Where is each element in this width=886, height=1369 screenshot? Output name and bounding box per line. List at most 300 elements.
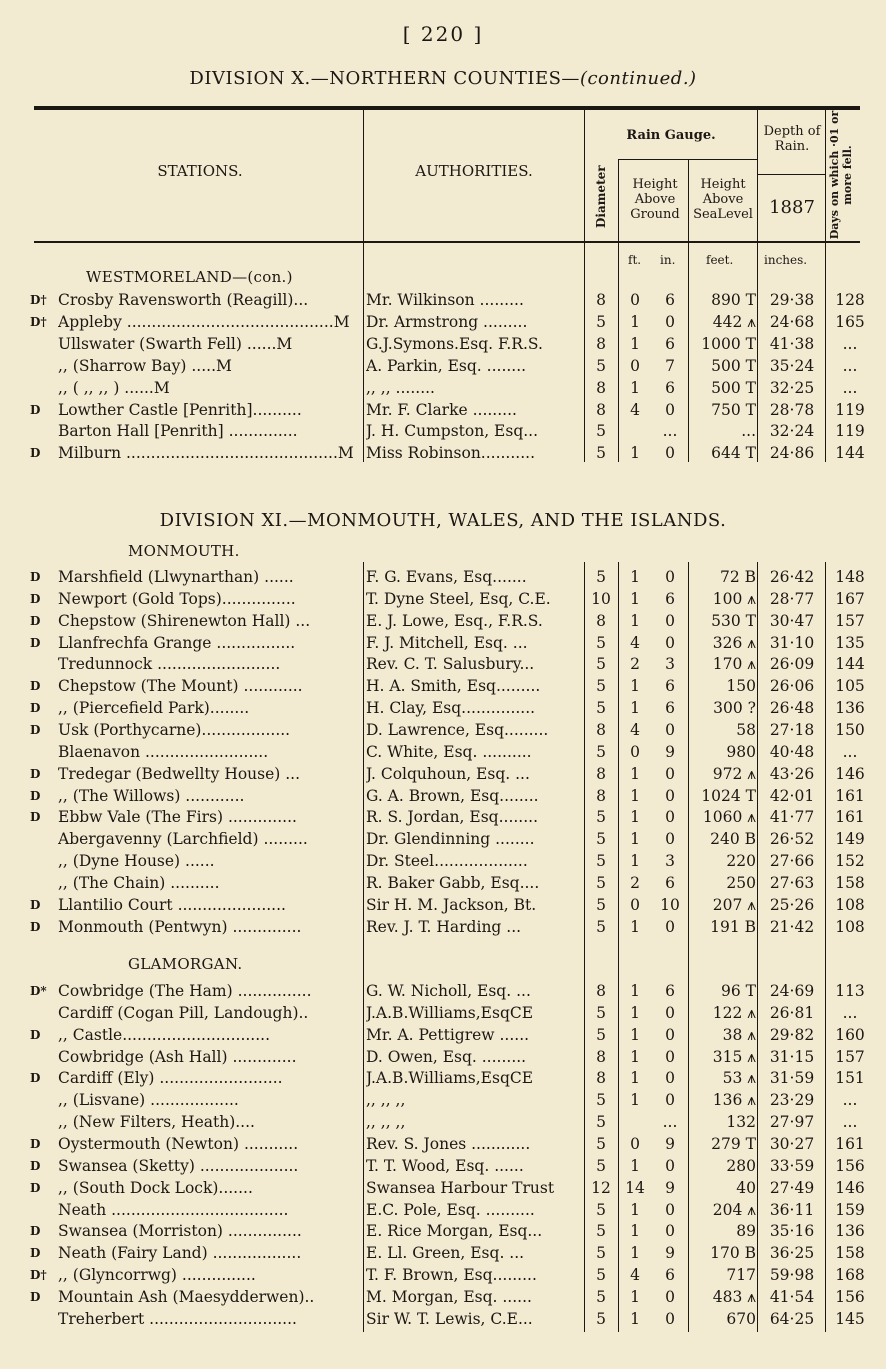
height-ft: 1	[630, 1287, 640, 1306]
height-ft: 1	[630, 568, 640, 586]
table-row	[0, 850, 886, 872]
rain-depth: 26·09	[769, 655, 815, 674]
authority: Sir H. M. Jackson, Bt.	[366, 895, 537, 914]
table-row	[0, 1199, 886, 1221]
station-name: Neath (Fairy Land) ..................	[58, 1244, 302, 1263]
height-sealevel: 750 T	[711, 400, 756, 419]
station-mark: D	[30, 613, 41, 628]
table-row	[0, 763, 886, 785]
height-in: 6	[665, 982, 675, 1000]
station-mark: D	[30, 722, 41, 737]
rain-depth: 59·98	[769, 1266, 815, 1285]
station-mark: D	[30, 591, 41, 606]
height-ft: 1	[630, 852, 640, 871]
rain-depth: 29·82	[769, 1025, 815, 1044]
header-top-rule	[34, 106, 860, 110]
height-ft: 1	[630, 917, 640, 936]
station-mark: D	[30, 1136, 41, 1151]
gauge-diameter: 5	[596, 873, 606, 892]
height-ft: 1	[630, 444, 640, 463]
rain-depth: 35·24	[769, 356, 815, 375]
height-ft: 1	[630, 378, 640, 397]
authority: A. Parkin, Esq. ........	[366, 356, 527, 375]
height-sealevel: 220	[726, 852, 756, 871]
authority: Dr. Steel...................	[366, 852, 528, 871]
rain-days: 119	[835, 400, 865, 419]
table-row	[0, 588, 886, 610]
height-ft: 4	[630, 720, 640, 739]
height-sealevel: 1024 T	[701, 786, 756, 805]
height-ft: 4	[630, 633, 640, 652]
height-in: 0	[665, 1091, 675, 1110]
station-mark: D†	[30, 314, 47, 329]
authority: ,, ,, ,,	[366, 1091, 406, 1110]
height-sealevel: 500 T	[711, 356, 756, 375]
height-sealevel: 150	[726, 677, 756, 696]
height-sealevel: 240 B	[710, 830, 756, 849]
authority: M. Morgan, Esq. ......	[366, 1287, 532, 1306]
height-sealevel-header: Height Above SeaLevel	[693, 177, 753, 222]
gauge-diameter: 8	[596, 1069, 606, 1088]
year-header: 1887	[769, 197, 815, 218]
height-sealevel: 644 T	[711, 444, 756, 463]
rain-days: 135	[835, 633, 865, 652]
height-in: 0	[665, 568, 675, 586]
height-sealevel: 1060 ⩚	[702, 808, 756, 827]
height-in: 0	[665, 720, 675, 739]
height-sealevel: 280	[726, 1156, 756, 1175]
height-sealevel: 717	[726, 1266, 756, 1285]
authority: ,, ,, ........	[366, 378, 435, 397]
table-row	[0, 399, 886, 421]
height-ft: 1	[630, 764, 640, 783]
station-name: Oystermouth (Newton) ...........	[58, 1134, 299, 1153]
station-name: ,, Castle..............................	[58, 1025, 271, 1044]
gauge-diameter: 12	[591, 1178, 611, 1197]
height-in: 0	[665, 400, 675, 419]
rain-depth: 41·38	[769, 334, 815, 353]
station-name: Lowther Castle [Penrith]..........	[58, 400, 302, 419]
station-mark: D	[30, 1246, 41, 1261]
height-in: 0	[665, 786, 675, 805]
station-name: Newport (Gold Tops)...............	[58, 589, 296, 608]
table-row	[0, 1111, 886, 1133]
height-sealevel: 96 T	[721, 982, 756, 1000]
station-name: ,, (Piercefield Park)........	[58, 699, 250, 718]
rain-days: 149	[835, 830, 865, 849]
height-in: 6	[665, 334, 675, 353]
station-mark: D	[30, 897, 41, 912]
table-row	[0, 1155, 886, 1177]
rain-depth: 31·59	[769, 1069, 815, 1088]
station-name: ,, (Sharrow Bay) .....M	[58, 356, 232, 375]
height-in: 9	[665, 1134, 675, 1153]
height-ft: 1	[630, 699, 640, 718]
height-sealevel: 530 T	[711, 611, 756, 630]
height-sealevel: 191 B	[710, 917, 756, 936]
height-in: 0	[665, 633, 675, 652]
rain-days: 161	[835, 808, 865, 827]
table-row	[0, 741, 886, 763]
gauge-diameter: 5	[596, 1200, 606, 1219]
table-row	[0, 1024, 886, 1046]
station-name: ,, (South Dock Lock).......	[58, 1178, 253, 1197]
table-row	[0, 1133, 886, 1155]
authority: Swansea Harbour Trust	[366, 1178, 555, 1197]
rain-depth: 24·86	[769, 444, 815, 463]
gauge-diameter: 8	[596, 786, 606, 805]
table-row	[0, 806, 886, 828]
authority: G.J.Symons.Esq. F.R.S.	[366, 334, 543, 353]
table-row	[0, 1067, 886, 1089]
table-row	[0, 719, 886, 741]
authority: H. A. Smith, Esq.........	[366, 677, 541, 696]
height-sealevel: 1000 T	[701, 334, 756, 353]
height-sealevel: ...	[741, 422, 756, 441]
station-mark: D	[30, 1071, 41, 1086]
height-ft: 1	[630, 334, 640, 353]
height-sealevel: 136 ⩚	[712, 1091, 756, 1110]
page-number: [ 220 ]	[402, 22, 484, 46]
station-name: Ebbw Vale (The Firs) ..............	[58, 808, 297, 827]
rain-days: 145	[835, 1309, 865, 1328]
height-in: 6	[665, 699, 675, 718]
station-mark: D	[30, 1027, 41, 1042]
rain-gauge-rule	[618, 159, 757, 160]
height-in: 0	[665, 1047, 675, 1066]
table-row	[0, 355, 886, 377]
station-name: Abergavenny (Larchfield) .........	[58, 830, 308, 849]
height-in: 0	[665, 1222, 675, 1241]
station-name: ,, (Dyne House) ......	[58, 852, 215, 871]
rain-days: ...	[842, 1113, 858, 1132]
rain-days: 146	[835, 1178, 865, 1197]
height-sealevel: 89	[736, 1222, 756, 1241]
authority: E. J. Lowe, Esq., F.R.S.	[366, 611, 543, 630]
height-in: 6	[665, 873, 675, 892]
authority: Mr. Wilkinson .........	[366, 291, 524, 309]
height-sealevel: 670	[726, 1309, 756, 1328]
height-ft: 4	[630, 400, 640, 419]
height-ft: 1	[630, 1309, 640, 1328]
authority: F. J. Mitchell, Esq. ...	[366, 633, 528, 652]
rain-depth: 30·27	[769, 1134, 815, 1153]
station-mark: D	[30, 1180, 41, 1195]
rain-depth: 26·48	[769, 699, 815, 718]
height-ft: 1	[630, 589, 640, 608]
station-mark: D	[30, 766, 41, 781]
rain-depth: 27·18	[769, 720, 815, 739]
rain-days: ...	[842, 742, 858, 761]
gauge-diameter: 5	[596, 444, 606, 463]
authority: E.C. Pole, Esq. ..........	[366, 1200, 535, 1219]
height-sealevel: 890 T	[711, 291, 756, 309]
station-name: ,, (The Chain) ..........	[58, 873, 220, 892]
height-sealevel: 980	[726, 742, 756, 761]
height-in: 0	[665, 830, 675, 849]
rain-depth: 27·97	[769, 1113, 815, 1132]
table-row	[0, 610, 886, 632]
station-name: Cardiff (Ely) .........................	[58, 1069, 283, 1088]
station-name: Crosby Ravensworth (Reagill)...	[58, 291, 309, 309]
rain-depth: 40·48	[769, 742, 815, 761]
rain-gauge-header: Rain Gauge.	[626, 128, 716, 143]
rain-depth: 29·38	[769, 291, 815, 309]
station-name: Chepstow (Shirenewton Hall) ...	[58, 611, 311, 630]
height-ft: 14	[625, 1178, 645, 1197]
rain-days: 157	[835, 1047, 865, 1066]
rain-depth: 41·77	[769, 808, 815, 827]
rain-depth: 42·01	[769, 786, 815, 805]
section-glamorgan: GLAMORGAN.	[128, 955, 243, 973]
height-ft: 1	[630, 1025, 640, 1044]
gauge-diameter: 8	[596, 720, 606, 739]
rain-depth: 32·25	[769, 378, 815, 397]
height-ft: 1	[630, 1244, 640, 1263]
height-in: ...	[662, 422, 678, 441]
rain-depth: 27·49	[769, 1178, 815, 1197]
gauge-diameter: 5	[596, 917, 606, 936]
station-mark: D	[30, 1289, 41, 1304]
height-in: 6	[665, 378, 675, 397]
table-row	[0, 872, 886, 894]
height-sealevel: 38 ⩚	[722, 1025, 756, 1044]
height-in: 6	[665, 677, 675, 696]
table-row	[0, 894, 886, 916]
division-x-continued: (continued.)	[579, 68, 697, 89]
height-ft: 0	[630, 1134, 640, 1153]
section-westmoreland: WESTMORELAND—(con.)	[86, 268, 293, 286]
station-mark: D	[30, 1224, 41, 1239]
rain-depth: 24·69	[769, 982, 815, 1000]
rain-days: 108	[835, 917, 865, 936]
station-mark: D	[30, 1158, 41, 1173]
rain-depth: 25·26	[769, 895, 815, 914]
rain-days: 105	[835, 677, 865, 696]
height-ft: 1	[630, 1069, 640, 1088]
gauge-diameter: 5	[596, 699, 606, 718]
height-ft: 1	[630, 1222, 640, 1241]
table-row	[0, 333, 886, 355]
station-name: Llantilio Court ......................	[58, 895, 286, 914]
height-in: 7	[665, 356, 675, 375]
station-name: Monmouth (Pentwyn) ..............	[58, 917, 302, 936]
gauge-diameter: 5	[596, 356, 606, 375]
authority: H. Clay, Esq...............	[366, 699, 536, 718]
authority: T. T. Wood, Esq. ......	[366, 1156, 524, 1175]
table-row	[0, 420, 886, 442]
height-in: 0	[665, 917, 675, 936]
station-name: Neath ....................................	[58, 1200, 289, 1219]
days-header: Days on which ·01 or more fell.	[828, 110, 854, 240]
station-mark: D	[30, 701, 41, 716]
height-ft: 1	[630, 830, 640, 849]
gauge-diameter: 5	[596, 852, 606, 871]
rain-days: ...	[842, 334, 858, 353]
gauge-diameter: 5	[596, 422, 606, 441]
height-sealevel: 972 ⩚	[712, 764, 756, 783]
height-sealevel: 132	[726, 1113, 756, 1132]
station-name: Usk (Porthycarne)..................	[58, 720, 291, 739]
unit-in: in.	[660, 253, 676, 267]
height-in: 3	[665, 655, 675, 674]
height-ft: 4	[630, 1266, 640, 1285]
station-mark: D†	[30, 1268, 47, 1283]
division-x-title-text: DIVISION X.—NORTHERN COUNTIES—	[189, 68, 580, 89]
station-name: Llanfrechfa Grange ................	[58, 633, 296, 652]
station-mark: D	[30, 446, 41, 461]
authority: G. W. Nicholl, Esq. ...	[366, 982, 531, 1000]
height-in: 0	[665, 1069, 675, 1088]
depth-header: Depth of Rain.	[763, 124, 821, 154]
authority: E. Rice Morgan, Esq...	[366, 1222, 543, 1241]
height-in: 3	[665, 852, 675, 871]
gauge-diameter: 5	[596, 1287, 606, 1306]
authority: R. S. Jordan, Esq........	[366, 808, 539, 827]
rain-depth: 23·29	[769, 1091, 815, 1110]
height-ft: 1	[630, 808, 640, 827]
station-name: Tredegar (Bedwellty House) ...	[58, 764, 301, 783]
rain-depth: 41·54	[769, 1287, 815, 1306]
table-row	[0, 1308, 886, 1330]
height-ft: 1	[630, 1200, 640, 1219]
table-row	[0, 828, 886, 850]
rain-days: 160	[835, 1025, 865, 1044]
stations-header: STATIONS.	[157, 162, 243, 180]
station-name: ,, (New Filters, Heath)....	[58, 1113, 255, 1132]
authority: Mr. F. Clarke .........	[366, 400, 517, 419]
height-sealevel: 122 ⩚	[712, 1003, 756, 1022]
height-sealevel: 250	[726, 873, 756, 892]
gauge-diameter: 5	[596, 568, 606, 586]
rain-days: ...	[842, 1091, 858, 1110]
rain-days: 157	[835, 611, 865, 630]
rain-days: 156	[835, 1287, 865, 1306]
rain-days: 158	[835, 1244, 865, 1263]
station-name: Swansea (Sketty) ....................	[58, 1156, 299, 1175]
depth-rule	[757, 174, 825, 175]
gauge-diameter: 5	[596, 1091, 606, 1110]
authority: F. G. Evans, Esq.......	[366, 568, 527, 586]
rain-days: 161	[835, 1134, 865, 1153]
rain-days: 136	[835, 1222, 865, 1241]
gauge-diameter: 8	[596, 334, 606, 353]
height-sealevel: 483 ⩚	[712, 1287, 756, 1306]
station-name: Milburn ...........................................M	[58, 444, 354, 463]
station-name: ,, (Lisvane) ..................	[58, 1091, 239, 1110]
height-sealevel: 315 ⩚	[712, 1047, 756, 1066]
unit-inches: inches.	[764, 253, 808, 267]
table-row	[0, 1242, 886, 1264]
rain-depth: 21·42	[769, 917, 815, 936]
station-mark: D†	[30, 293, 47, 307]
authority: Dr. Glendinning ........	[366, 830, 535, 849]
rain-days: 136	[835, 699, 865, 718]
station-name: Treherbert ..............................	[58, 1309, 297, 1328]
authority: R. Baker Gabb, Esq....	[366, 873, 540, 892]
authority: D. Lawrence, Esq.........	[366, 720, 549, 739]
gauge-diameter: 5	[596, 830, 606, 849]
authority: Rev. S. Jones ............	[366, 1134, 531, 1153]
height-in: 9	[665, 1178, 675, 1197]
authority: J.A.B.Williams,EsqCE	[366, 1069, 534, 1088]
rain-days: 159	[835, 1200, 865, 1219]
height-in: 0	[665, 1200, 675, 1219]
table-row	[0, 1089, 886, 1111]
height-sealevel: 500 T	[711, 378, 756, 397]
rain-days: ...	[842, 378, 858, 397]
height-sealevel: 207 ⩚	[712, 895, 756, 914]
height-in: 0	[665, 1309, 675, 1328]
gauge-diameter: 5	[596, 808, 606, 827]
table-row	[0, 1177, 886, 1199]
rain-depth: 31·15	[769, 1047, 815, 1066]
rain-days: 158	[835, 873, 865, 892]
table-row	[0, 632, 886, 654]
rain-depth: 35·16	[769, 1222, 815, 1241]
gauge-diameter: 5	[596, 742, 606, 761]
gauge-diameter: 5	[596, 1113, 606, 1132]
rain-days: 150	[835, 720, 865, 739]
height-sealevel: 442 ⩚	[712, 312, 756, 331]
height-ft: 1	[630, 312, 640, 331]
diameter-header: Diameter	[594, 165, 608, 228]
station-mark: D	[30, 788, 41, 803]
rain-depth: 28·78	[769, 400, 815, 419]
table-row	[0, 1046, 886, 1068]
height-ft: 1	[630, 1156, 640, 1175]
gauge-diameter: 5	[596, 1244, 606, 1263]
rain-days: 144	[835, 655, 865, 674]
table-row	[0, 1264, 886, 1286]
height-ft: 1	[630, 677, 640, 696]
height-ft: 0	[630, 291, 640, 309]
height-in: 0	[665, 1156, 675, 1175]
station-mark: D*	[30, 984, 47, 998]
authority: J. Colquhoun, Esq. ...	[366, 764, 530, 783]
height-in: 6	[665, 589, 675, 608]
gauge-diameter: 8	[596, 378, 606, 397]
rain-days: ...	[842, 1003, 858, 1022]
gauge-diameter: 5	[596, 895, 606, 914]
rain-depth: 64·25	[769, 1309, 815, 1328]
station-name: Barton Hall [Penrith] ..............	[58, 422, 298, 441]
station-mark: D	[30, 810, 41, 825]
height-in: 10	[660, 895, 680, 914]
rain-depth: 43·26	[769, 764, 815, 783]
height-in: ...	[662, 1113, 678, 1132]
table-row	[0, 785, 886, 807]
table-row	[0, 916, 886, 938]
station-mark: D	[30, 570, 41, 584]
height-sealevel: 170 ⩚	[712, 655, 756, 674]
height-sealevel: 53 ⩚	[722, 1069, 756, 1088]
table-row	[0, 311, 886, 333]
rain-depth: 26·52	[769, 830, 815, 849]
table-row	[0, 566, 886, 588]
height-in: 6	[665, 1266, 675, 1285]
height-sealevel: 170 B	[710, 1244, 756, 1263]
gauge-diameter: 5	[596, 677, 606, 696]
rain-depth: 30·47	[769, 611, 815, 630]
station-mark: D	[30, 679, 41, 694]
authority: Mr. A. Pettigrew ......	[366, 1025, 530, 1044]
authority: C. White, Esq. ..........	[366, 742, 532, 761]
table-row	[0, 653, 886, 675]
table-row	[0, 1286, 886, 1308]
gauge-diameter: 5	[596, 1309, 606, 1328]
height-in: 0	[665, 764, 675, 783]
